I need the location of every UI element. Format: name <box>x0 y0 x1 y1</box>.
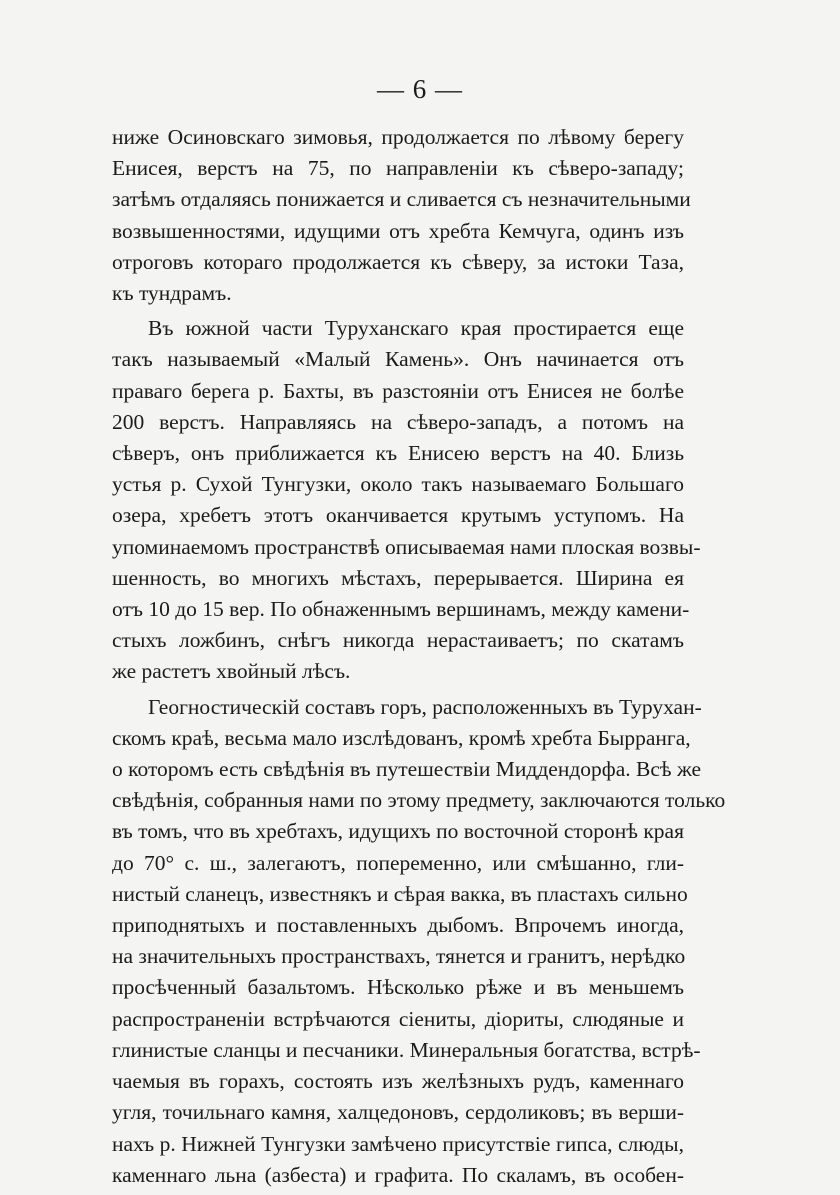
text-line: шенность, во многихъ мѣстахъ, перерывается. Ширина ея <box>112 565 684 590</box>
text-line: упоминаемомъ пространствѣ описываемая нами плоская возвы- <box>112 534 701 559</box>
text-line: ниже Осиновскаго зимовья, продолжается по лѣвому берегу <box>112 125 684 149</box>
text-line: къ тундрамъ. <box>112 281 232 306</box>
text-line: озера, хребетъ этотъ оканчивается крутымъ уступомъ. На <box>112 503 684 528</box>
text-line: приподнятыхъ и поставленныхъ дыбомъ. Впрочемъ иногда, <box>112 913 684 938</box>
text-line: угля, точильнаго камня, халцедоновъ, сердоликовъ; въ верши- <box>112 1100 684 1125</box>
text-line: возвышенностями, идущими отъ хребта Кемчуга, одинъ изъ <box>112 218 684 243</box>
text-line: затѣмъ отдаляясь понижается и сливается съ незначительными <box>112 187 691 212</box>
text-line: же растетъ хвойный лѣсъ. <box>112 659 351 684</box>
text-line: каменнаго льна (азбеста) и графита. По скаламъ, въ особен- <box>112 1162 684 1187</box>
text-line: отъ 10 до 15 вер. По обнаженнымъ вершинамъ, между камени- <box>112 597 690 622</box>
paragraph <box>112 313 701 687</box>
text-line: 200 верстъ. Направляясь на сѣверо-западъ, а потомъ на <box>112 409 684 434</box>
text-line: до 70° с. ш., залегаютъ, попеременно, или смѣшанно, гли- <box>112 850 684 875</box>
text-line: нистый сланецъ, известнякъ и сѣрая вакка, въ пластахъ сильно <box>112 881 688 906</box>
page-number: — 6 — <box>377 74 463 104</box>
text-line: распространеніи встрѣчаются сіениты, діориты, слюдяные и <box>112 1006 684 1031</box>
text-line: глинистые сланцы и песчаники. Минеральныя богатства, встрѣ- <box>112 1037 701 1062</box>
text-line: свѣдѣнія, собранныя нами по этому предмету, заключаются только <box>112 788 726 813</box>
text-line: Енисея, верстъ на 75, по направленіи къ сѣверо-западу; <box>112 156 684 181</box>
paragraph <box>112 692 726 1191</box>
text-line: на значительныхъ пространствахъ, тянется и гранитъ, нерѣдко <box>112 944 686 969</box>
text-line: чаемыя въ горахъ, состоять изъ желѣзныхъ рудъ, каменнаго <box>112 1069 684 1094</box>
text-line: стыхъ ложбинъ, снѣгъ никогда нерастаиваетъ; по скатамъ <box>112 628 684 653</box>
text-line: устья р. Сухой Тунгузки, около такъ называемаго Большаго <box>112 472 684 497</box>
paragraph <box>112 122 691 309</box>
text-line: просѣченный базальтомъ. Нѣсколько рѣже и въ меньшемъ <box>112 975 684 1000</box>
text-line: о которомъ есть свѣдѣнія въ путешествіи Миддендорфа. Всѣ же <box>112 757 702 782</box>
text-line: нахъ р. Нижней Тунгузки замѣчено присутствіе гипса, слюды, <box>112 1131 684 1156</box>
text-line: такъ называемый «Малый Камень». Онъ начинается отъ <box>112 347 684 372</box>
body-text <box>112 122 726 1195</box>
text-line: Геогностическій составъ горъ, расположенныхъ въ Турухан- <box>148 694 702 719</box>
text-line: праваго берега р. Бахты, въ разстояніи отъ Енисея не болѣе <box>112 378 684 403</box>
text-line: Въ южной части Туруханскаго края простирается еще <box>148 316 684 341</box>
text-line: въ томъ, что въ хребтахъ, идущихъ по восточной сторонѣ края <box>112 819 684 844</box>
text-line: скомъ краѣ, весьма мало изслѣдованъ, кромѣ хребта Бырранга, <box>112 725 691 750</box>
text-line: сѣверъ, онъ приближается къ Енисею верстъ на 40. Близь <box>112 441 684 466</box>
text-line: отроговъ котораго продолжается къ сѣверу, за истоки Таза, <box>112 249 684 274</box>
